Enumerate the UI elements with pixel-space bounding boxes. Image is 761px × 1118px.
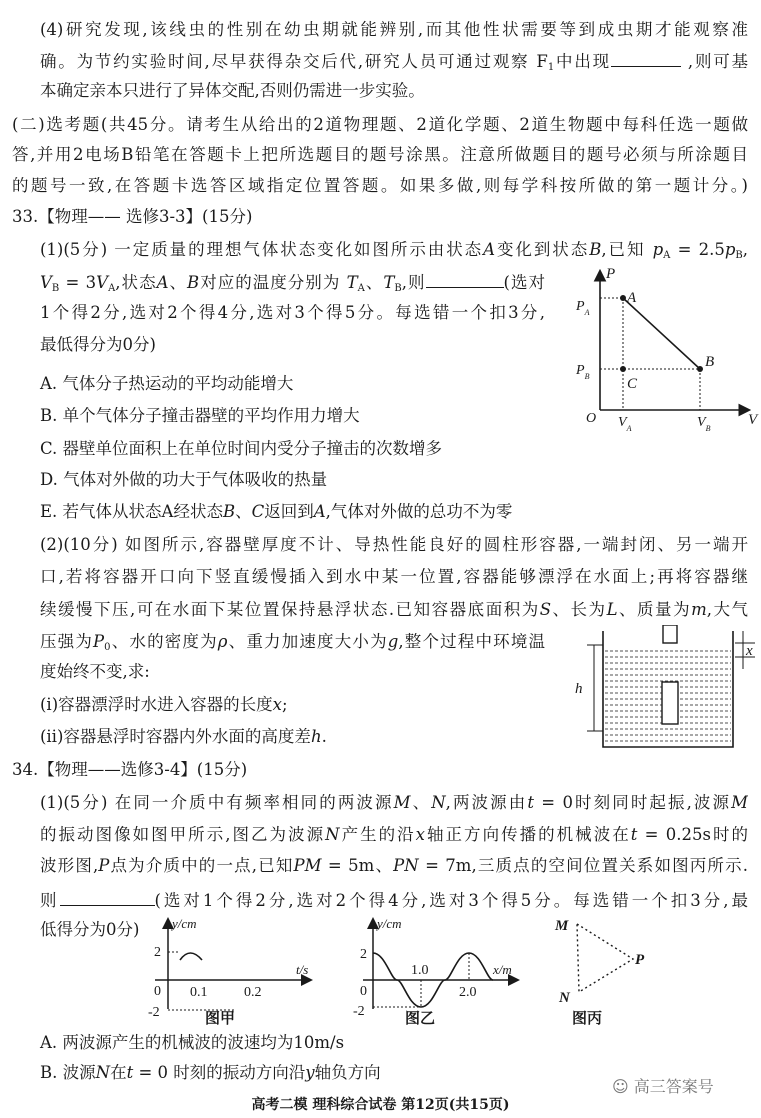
- math-symbol: ρ: [217, 632, 228, 651]
- text-segment: ;: [281, 695, 288, 714]
- text-segment: 确。为节约实验时间,尽早获得杂交后代,研究人员可通过观察 F: [40, 52, 548, 71]
- text-line: [40, 824, 748, 846]
- subscript: B: [51, 283, 60, 293]
- text-line: [40, 271, 545, 293]
- text-segment: E. 若气体从状态A经状态: [40, 502, 223, 521]
- text-segment: 、: [235, 502, 252, 521]
- math-symbol: A: [313, 502, 326, 521]
- text-segment: B. 单个气体分子撞击器壁的平均作用力增大: [40, 406, 360, 425]
- text-segment: .: [321, 727, 327, 746]
- text-segment: 口,若将容器开口向下竖直缓慢插入到水中某一位置,容器能够漂浮在水面上;再将容器继: [40, 567, 748, 586]
- answer-blank[interactable]: [611, 50, 681, 67]
- caption-jia: 图甲: [205, 1009, 236, 1027]
- text-segment: = 2.5: [670, 240, 725, 259]
- text-segment: 在: [110, 1063, 127, 1082]
- math-symbol: V: [96, 273, 109, 292]
- x-axis-label: x/m: [493, 962, 512, 977]
- text-segment: 、: [168, 273, 188, 292]
- text-segment: (1)(5分) 在同一介质中有频率相同的两波源: [40, 793, 394, 812]
- text-segment: (二)选考题(共45分。请考生从给出的2道物理题、2道化学题、2道生物题中每科任选一题做: [12, 115, 748, 134]
- tick-origin: 0: [360, 984, 367, 999]
- text-segment: B. 波源: [40, 1063, 96, 1082]
- math-symbol: m: [691, 600, 707, 619]
- x-axis-label: t/s: [296, 962, 309, 977]
- x-label: x: [746, 643, 753, 659]
- text-segment: 、质量为: [617, 600, 692, 619]
- text-line: [40, 334, 156, 356]
- text-segment: (1)(5分) 一定质量的理想气体状态变化如图所示由状态: [40, 240, 484, 259]
- text-line: [40, 239, 748, 261]
- math-symbol: M: [731, 793, 748, 812]
- text-segment: = 0.25s时的: [637, 825, 748, 844]
- text-line: [40, 405, 360, 427]
- pb-label: $P_B$: [576, 363, 590, 381]
- answer-blank[interactable]: [60, 889, 155, 906]
- math-symbol: A: [156, 273, 169, 292]
- wechat-icon: ☺: [612, 1077, 634, 1096]
- v-axis-label: V: [748, 412, 758, 428]
- tick-y-pos: 2: [154, 945, 161, 960]
- math-symbol: t: [126, 1063, 134, 1082]
- text-segment: 、重力加速度大小为: [227, 632, 388, 651]
- page-footer: 高考二模 理科综合试卷 第12页(共15页): [251, 1097, 510, 1113]
- text-segment: 34.【物理——选修3-4】(15分): [12, 760, 248, 779]
- text-segment: ,状态: [115, 273, 157, 292]
- text-segment: (选对: [503, 273, 545, 292]
- text-segment: (ⅱ)容器悬浮时容器内外水面的高度差: [40, 727, 311, 746]
- text-segment: C. 器壁单位面积上在单位时间内受分子撞击的次数增多: [40, 439, 443, 458]
- text-segment: = 0 时刻的振动方向沿: [133, 1063, 306, 1082]
- math-symbol: N: [431, 793, 446, 812]
- subscript: A: [663, 250, 671, 261]
- text-segment: 轴正方向传播的机械波在: [424, 825, 631, 844]
- position-diagram-bing: [545, 914, 655, 1006]
- text-segment: ,则: [401, 273, 426, 292]
- text-segment: 、长为: [551, 600, 607, 619]
- text-segment: 度始终不变,求:: [40, 662, 150, 681]
- container-diagram: [565, 625, 755, 755]
- math-symbol: t: [630, 825, 638, 844]
- text-segment: ,大气: [706, 600, 748, 619]
- pv-diagram: [560, 262, 760, 437]
- text-line: [12, 144, 748, 166]
- text-line: [40, 50, 748, 72]
- text-segment: 返回到: [264, 502, 314, 521]
- math-symbol: h: [310, 727, 322, 746]
- text-segment: ,则可基: [680, 52, 748, 71]
- subscript: 0: [104, 642, 111, 653]
- h-label: h: [575, 681, 583, 697]
- point-b-label: B: [705, 354, 715, 370]
- subscript: A: [108, 283, 116, 293]
- text-segment: 1个得2分,选对2个得4分,选对3个得5分。每选错一个扣3分,: [40, 303, 545, 322]
- text-segment: 中出现: [554, 52, 611, 71]
- text-line: [40, 919, 139, 941]
- tick-t1: 0.1: [190, 985, 208, 1000]
- answer-blank[interactable]: [426, 271, 504, 288]
- math-symbol: B: [187, 273, 200, 292]
- tick-y-neg: -2: [353, 1004, 365, 1019]
- text-segment: ,: [742, 240, 748, 259]
- point-p-label: P: [635, 952, 645, 968]
- math-symbol: S: [539, 600, 552, 619]
- text-line: [40, 792, 748, 814]
- text-segment: A. 两波源产生的机械波的波速均为10m/s: [40, 1033, 345, 1052]
- text-segment: 变化到状态: [495, 240, 590, 259]
- text-segment: 最低得分为0分): [40, 335, 156, 354]
- text-line: [40, 661, 150, 683]
- text-segment: 答,并用2电场B铅笔在答题卡上把所选题目的题号涂黑。注意所做题目的题号必须与所涂题目: [12, 145, 748, 164]
- text-segment: A. 气体分子热运动的平均动能增大: [40, 374, 294, 393]
- caption-yi: 图乙: [405, 1009, 436, 1027]
- text-line: [40, 599, 748, 621]
- text-line: [40, 889, 748, 911]
- va-label: $V_A$: [618, 415, 632, 433]
- subscript: 1: [547, 62, 555, 72]
- subscript: B: [735, 250, 743, 261]
- text-segment: D. 气体对外做的功大于气体吸收的热量: [40, 470, 328, 489]
- math-symbol: L: [606, 600, 618, 619]
- vibration-curve: [180, 953, 202, 960]
- tick-y-neg: -2: [148, 1005, 160, 1020]
- subscript: B: [394, 283, 402, 293]
- text-line: [40, 726, 327, 748]
- tick-x2: 2.0: [459, 985, 477, 1000]
- subscript: A: [357, 283, 365, 293]
- text-segment: (4)研究发现,该线虫的性别在幼虫期就能辨别,而其他性状需要等到成虫期才能观察准: [40, 20, 748, 39]
- text-segment: 的振动图像如图甲所示,图乙为波源: [40, 825, 326, 844]
- text-segment: ,气体对外做的总功不为零: [325, 502, 513, 521]
- math-symbol: N: [325, 825, 340, 844]
- math-symbol: M: [393, 793, 411, 812]
- math-symbol: V: [40, 273, 52, 292]
- point-c-label: C: [627, 376, 638, 392]
- text-segment: 33.【物理—— 选修3-3】(15分): [12, 207, 253, 226]
- watermark-text: 高三答案号: [633, 1077, 714, 1096]
- point-a-label: A: [627, 290, 637, 306]
- text-segment: 压强为: [40, 632, 94, 651]
- text-segment: 点为介质中的一点,已知: [109, 856, 294, 875]
- text-segment: (选对1个得2分,选对2个得4分,选对3个得5分。每选错一个扣3分,最: [154, 891, 748, 910]
- tick-x1: 1.0: [411, 963, 429, 978]
- text-segment: 本确定亲本只进行了异体交配,否则仍需进一步实验。: [40, 81, 425, 100]
- text-line: [40, 373, 293, 395]
- tick-y-pos: 2: [360, 947, 367, 962]
- process-line-ab: [623, 298, 700, 369]
- math-symbol: y: [305, 1063, 315, 1082]
- text-segment: 波形图,: [40, 856, 99, 875]
- text-line: [40, 534, 748, 556]
- point-m-label: M: [555, 918, 569, 934]
- text-line: [12, 175, 748, 197]
- math-symbol: C: [251, 502, 265, 521]
- math-symbol: x: [415, 825, 425, 844]
- text-line: [40, 80, 425, 102]
- text-line: [12, 759, 247, 781]
- text-line: [40, 1032, 344, 1054]
- text-segment: = 3: [59, 273, 97, 292]
- pa-label: $P_A$: [576, 299, 590, 317]
- waveform-graph-yi: [345, 914, 535, 1020]
- math-symbol: B: [589, 240, 602, 259]
- text-line: [40, 438, 442, 460]
- math-symbol: P: [93, 632, 105, 651]
- text-segment: 则: [40, 891, 60, 910]
- text-line: [40, 469, 327, 491]
- text-line: [40, 1062, 381, 1084]
- text-segment: 续缓慢下压,可在水面下某位置保持悬浮状态.已知容器底面积为: [40, 600, 540, 619]
- math-symbol: g: [387, 632, 399, 651]
- text-line: [40, 694, 288, 716]
- text-segment: = 5m、: [321, 856, 394, 875]
- math-symbol: T: [346, 273, 358, 292]
- y-axis-label: y/cm: [172, 916, 197, 931]
- math-symbol: p: [724, 240, 736, 259]
- text-line: [40, 19, 748, 41]
- math-symbol: p: [652, 240, 664, 259]
- tick-origin: 0: [154, 984, 161, 999]
- text-segment: ,已知: [601, 240, 653, 259]
- vibration-graph-jia: [140, 914, 330, 1020]
- math-symbol: P: [98, 856, 110, 875]
- math-symbol: T: [383, 273, 395, 292]
- text-segment: = 7m,三质点的空间位置关系如图丙所示.: [418, 856, 748, 875]
- caption-bing: 图丙: [572, 1009, 603, 1027]
- text-segment: ,两波源由: [445, 793, 528, 812]
- text-line: [40, 566, 748, 588]
- text-segment: 对应的温度分别为: [199, 273, 347, 292]
- math-symbol: N: [95, 1063, 111, 1082]
- math-symbol: PM: [293, 856, 322, 875]
- math-symbol: t: [527, 793, 534, 812]
- text-segment: 低得分为0分): [40, 920, 140, 939]
- text-segment: 轴负方向: [314, 1063, 381, 1082]
- text-line: [12, 114, 748, 136]
- math-symbol: B: [222, 502, 236, 521]
- text-line: [40, 631, 545, 653]
- math-symbol: PN: [393, 856, 419, 875]
- point-n-label: N: [559, 990, 570, 1006]
- p-axis-label: P: [606, 266, 616, 282]
- origin-label: O: [586, 411, 597, 426]
- text-segment: ,整个过程中环境温: [398, 632, 545, 651]
- text-segment: (2)(10分) 如图所示,容器壁厚度不计、导热性能良好的圆柱形容器,一端封闭、另一端开: [40, 535, 748, 554]
- text-line: [40, 501, 512, 523]
- text-segment: 产生的沿: [339, 825, 416, 844]
- text-segment: (ⅰ)容器漂浮时水进入容器的长度: [40, 695, 273, 714]
- text-segment: 的题号一致,在答题卡选答区域指定位置答题。如果多做,则每学科按所做的第一题计分。): [12, 176, 748, 195]
- vb-label: $V_B$: [697, 415, 711, 433]
- text-segment: 、: [410, 793, 432, 812]
- text-line: [40, 302, 545, 324]
- tick-t2: 0.2: [244, 985, 262, 1000]
- y-axis-label: y/cm: [377, 916, 402, 931]
- text-segment: = 0时刻同时起振,波源: [533, 793, 732, 812]
- text-segment: 、: [364, 273, 384, 292]
- math-symbol: A: [483, 240, 496, 259]
- text-line: [40, 855, 748, 877]
- math-symbol: x: [272, 695, 282, 714]
- text-segment: 、水的密度为: [110, 632, 218, 651]
- text-line: [12, 206, 252, 228]
